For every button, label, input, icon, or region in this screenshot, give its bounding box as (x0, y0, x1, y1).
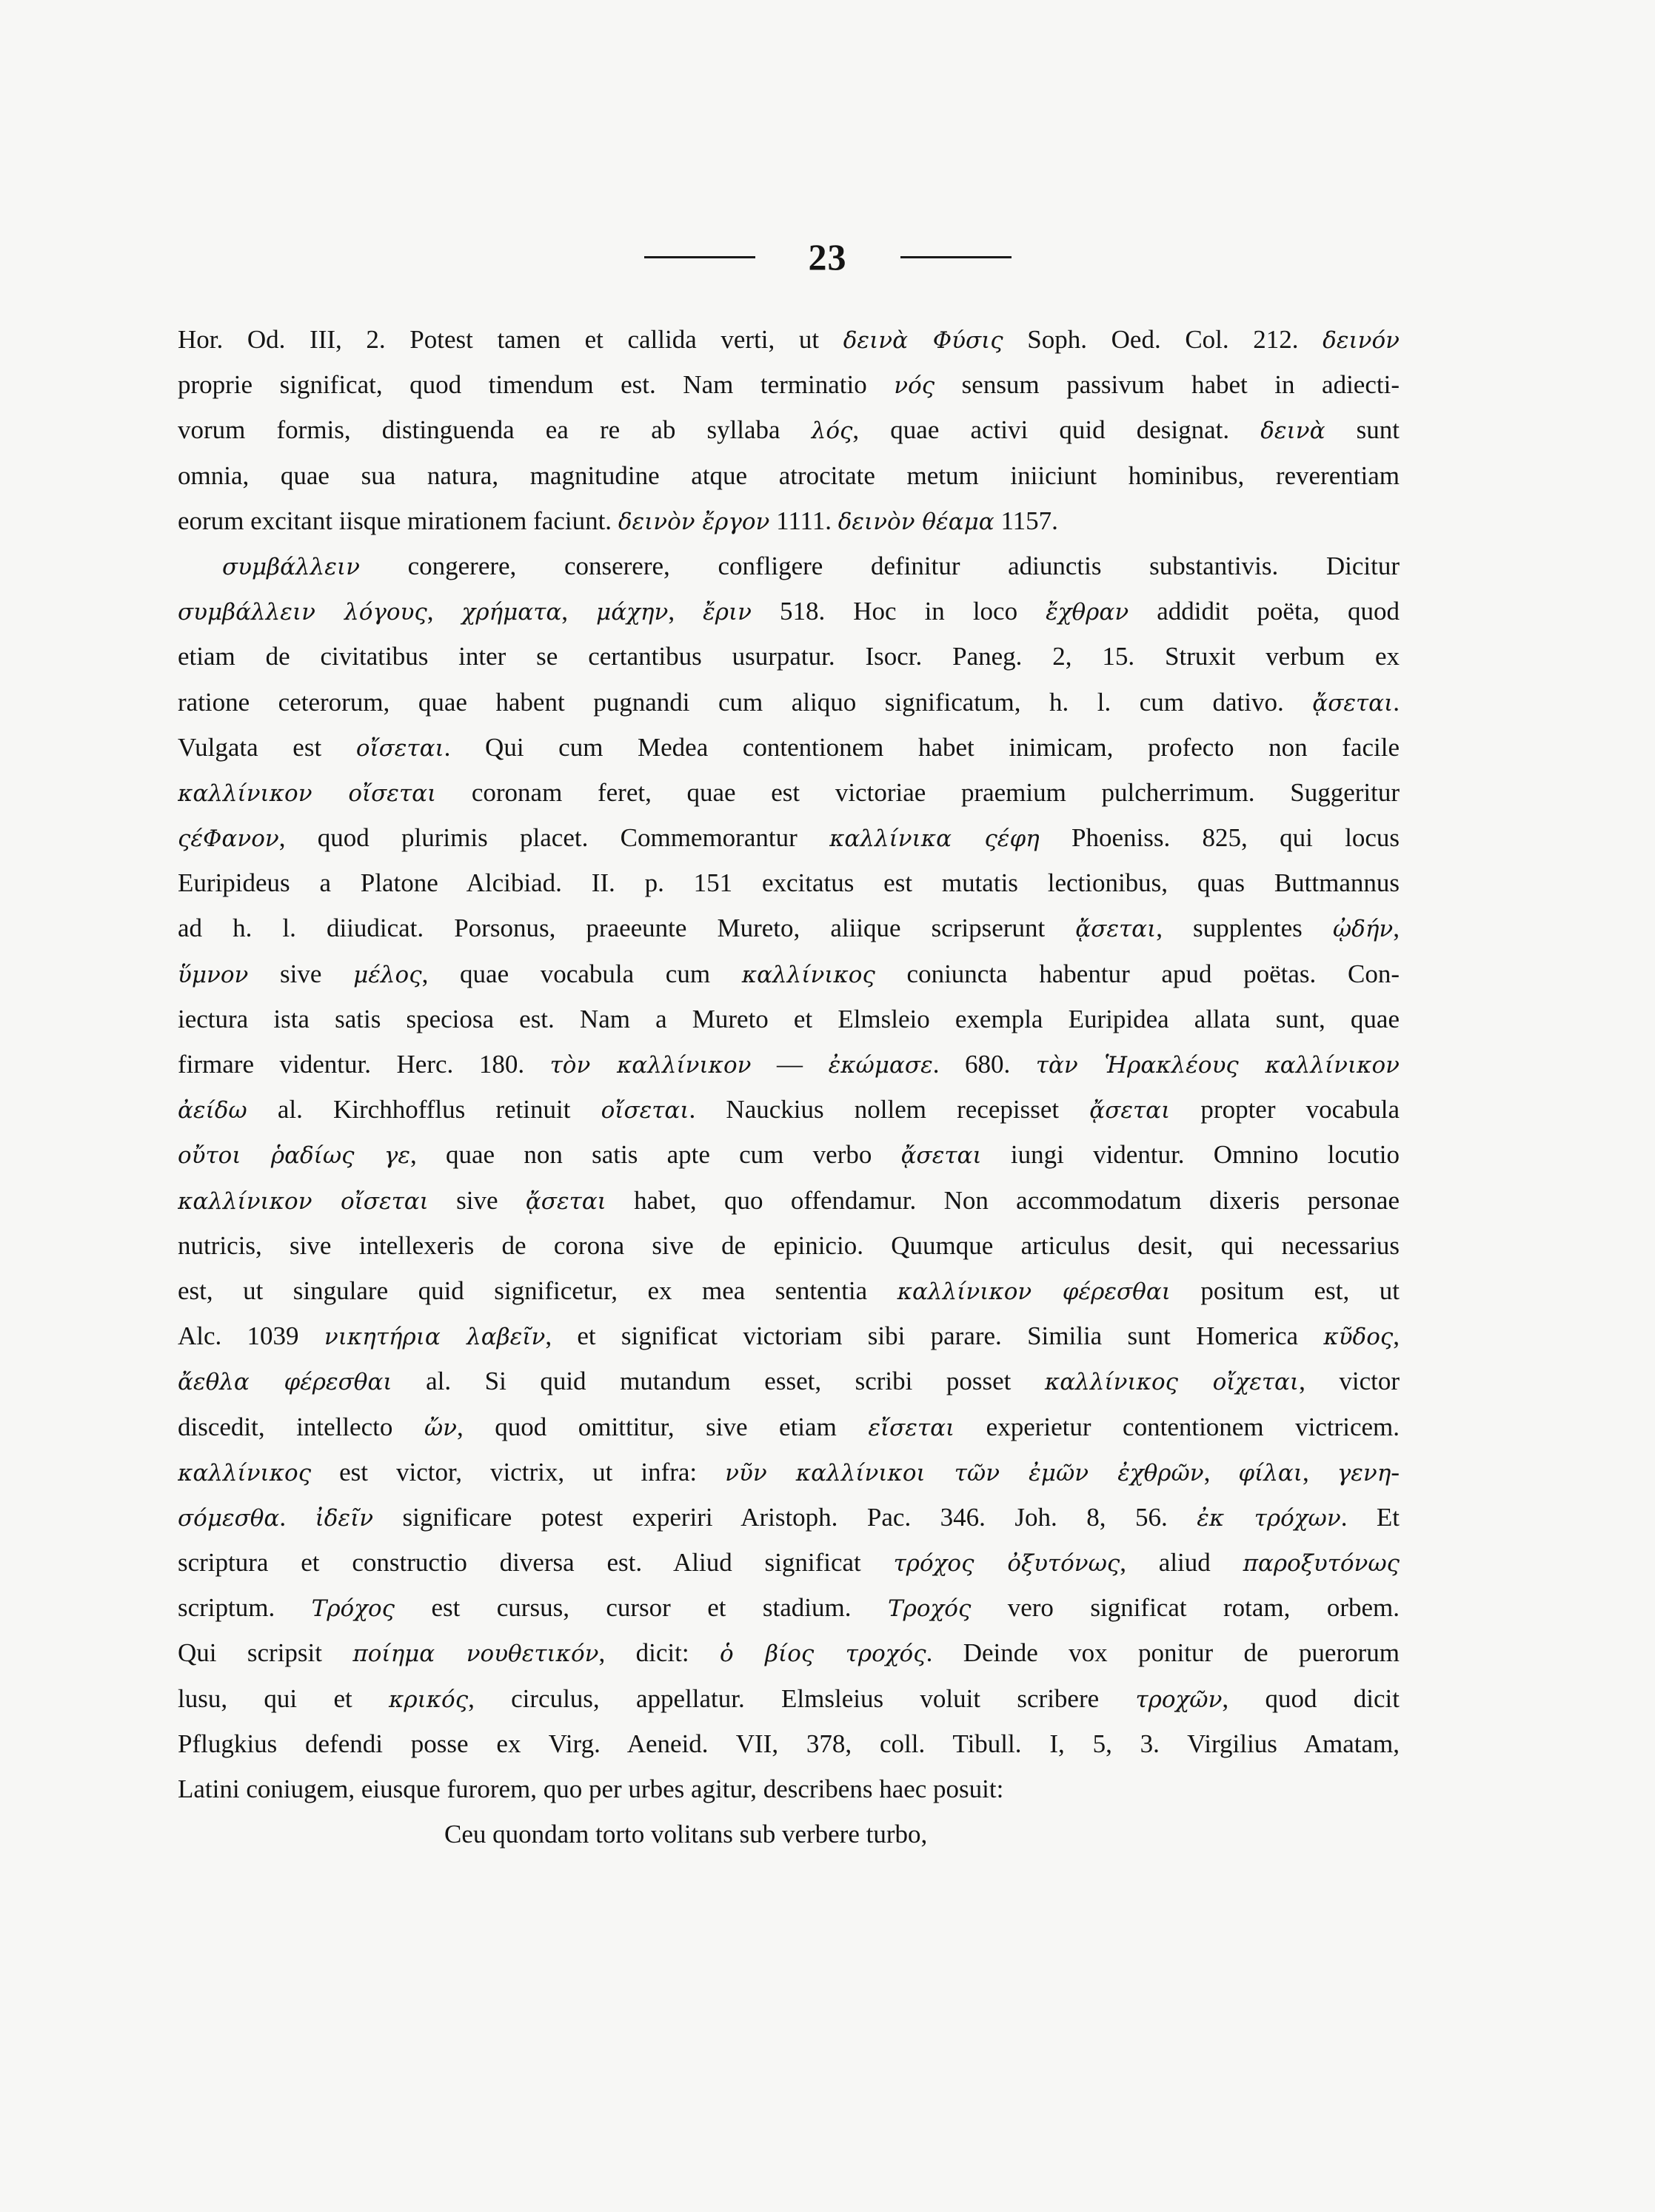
text-line: καλλίνικον οἴσεται sive ᾄσεται habet, quo offendamur. Non accommodatum dixeris personae (178, 1185, 1400, 1215)
text-line: Vulgata est οἴσεται. Qui cum Medea contentionem habet inimicam, profecto non facile (178, 732, 1400, 762)
text-line: ratione ceterorum, quae habent pugnandi cum aliquo significatum, h. l. cum dativo. ᾄσεται. (178, 687, 1400, 717)
text-line: vorum formis, distinguenda ea re ab syllaba λός, quae activi quid designat. δεινὰ sunt (178, 415, 1400, 445)
text-line: firmare videntur. Herc. 180. τὸν καλλίνικον — ἐκώμασε. 680. τὰν Ἡρακλέους καλλίνικον (178, 1050, 1400, 1079)
text-line: ad h. l. diiudicat. Porsonus, praeeunte Mureto, aliique scripserunt ᾄσεται, supplentes ᾠδήν, (178, 914, 1400, 943)
text-line: ὕμνον sive μέλος, quae vocabula cum καλλίνικος coniuncta habentur apud poëtas. Con- (178, 959, 1400, 988)
body-text (178, 317, 1400, 1857)
text-line: etiam de civitatibus inter se certantibus usurpatur. Isocr. Paneg. 2, 15. Struxit verbum ex (178, 642, 1400, 671)
text-line: συμβάλλειν congerere, conserere, confligere definitur adiunctis substantivis. Dicitur (222, 551, 1400, 580)
header-rule-left (644, 256, 755, 258)
text-line: discedit, intellecto ὤν, quod omittitur, sive etiam εἴσεται experietur contentionem victricem. (178, 1412, 1400, 1441)
text-line: καλλίνικος est victor, victrix, ut infra: νῦν καλλίνικοι τῶν ἐμῶν ἐχθρῶν, φίλαι, γενη- (178, 1457, 1400, 1487)
text-line: Pflugkius defendi posse ex Virg. Aeneid. VII, 378, coll. Tibull. I, 5, 3. Virgilius Amatam, (178, 1729, 1400, 1758)
text-line: σόμεσθα. ἰδεῖν significare potest experiri Aristoph. Pac. 346. Joh. 8, 56. ἐκ τρόχων. Et (178, 1502, 1400, 1532)
text-line: Qui scripsit ποίημα νουθετικόν, dicit: ὁ βίος τροχός. Deinde vox ponitur de puerorum (178, 1638, 1400, 1668)
text-line: scriptum. Τρόχος est cursus, cursor et stadium. Τροχός vero significat rotam, orbem. (178, 1593, 1400, 1623)
text-line: Latini coniugem, eiusque furorem, quo per urbes agitur, describens haec posuit: (178, 1774, 1004, 1803)
text-line: proprie significat, quod timendum est. Nam terminatio νός sensum passivum habet in adiecti- (178, 370, 1400, 400)
text-line: ςέΦανον, quod plurimis placet. Commemorantur καλλίνικα ςέφη Phoeniss. 825, qui locus (178, 823, 1400, 853)
text-line: συμβάλλειν λόγους, χρήματα, μάχην, ἔριν 518. Hoc in loco ἔχθραν addidit poëta, quod (178, 597, 1400, 626)
text-line: Alc. 1039 νικητήρια λαβεῖν, et significat victoriam sibi parare. Similia sunt Homerica κῦδος, (178, 1321, 1400, 1351)
verse-line: Ceu quondam torto volitans sub verbere turbo, (444, 1820, 928, 1849)
text-line: Euripideus a Platone Alcibiad. II. p. 151 excitatus est mutatis lectionibus, quas Buttmannus (178, 868, 1400, 898)
text-line: ἀείδω al. Kirchhofflus retinuit οἴσεται. Nauckius nollem recepisset ᾄσεται propter vocabula (178, 1095, 1400, 1125)
text-line: iectura ista satis speciosa est. Nam a Mureto et Elmsleio exempla Euripidea allata sunt, quae (178, 1004, 1400, 1033)
text-line: Hor. Od. III, 2. Potest tamen et callida verti, ut δεινὰ Φύσις Soph. Oed. Col. 212. δεινόν (178, 325, 1400, 354)
page-header (0, 235, 1655, 278)
page-number: 23 (808, 236, 847, 278)
text-line: ἄεθλα φέρεσθαι al. Si quid mutandum esset, scribi posset καλλίνικος οἴχεται, victor (178, 1367, 1400, 1396)
text-line: lusu, qui et κρικός, circulus, appellatur. Elmsleius voluit scribere τροχῶν, quod dicit (178, 1683, 1400, 1713)
text-line: οὔτοι ῥαδίως γε, quae non satis apte cum verbo ᾄσεται iungi videntur. Omnino locutio (178, 1140, 1400, 1170)
text-line: eorum excitant iisque mirationem faciunt. δεινὸν ἔργον 1111. δεινὸν θέαμα 1157. (178, 506, 1058, 535)
text-line: nutricis, sive intellexeris de corona sive de epinicio. Quumque articulus desit, qui necessarius (178, 1230, 1400, 1260)
header-rule-right (900, 256, 1012, 258)
text-line: καλλίνικον οἴσεται coronam feret, quae est victoriae praemium pulcherrimum. Suggeritur (178, 777, 1400, 807)
text-line: scriptura et constructio diversa est. Aliud significat τρόχος ὀξυτόνως, aliud παροξυτόνως (178, 1548, 1400, 1578)
text-line: est, ut singulare quid significetur, ex mea sententia καλλίνικον φέρεσθαι positum est, ut (178, 1276, 1400, 1305)
text-line: omnia, quae sua natura, magnitudine atque atrocitate metum iniiciunt hominibus, reverentiam (178, 460, 1400, 490)
